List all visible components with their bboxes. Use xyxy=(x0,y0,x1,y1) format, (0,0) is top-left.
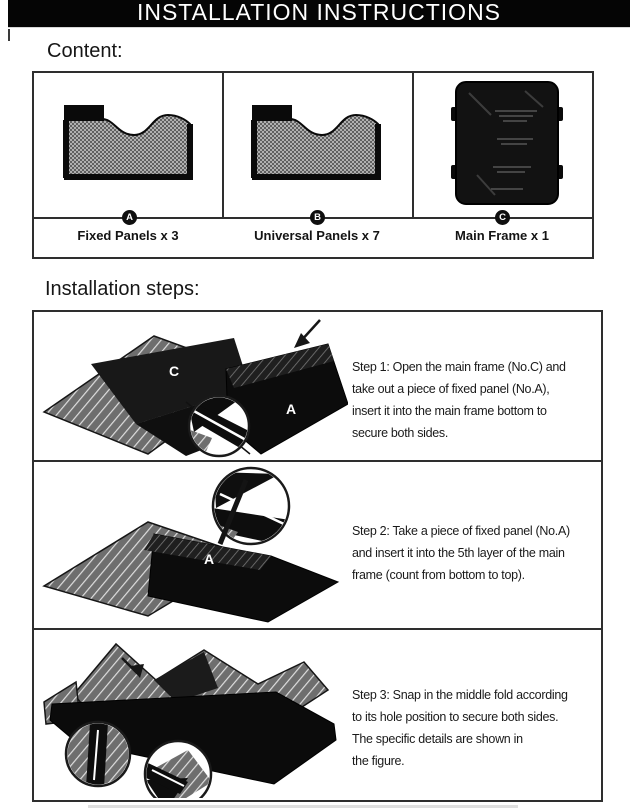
content-divider-2 xyxy=(412,73,414,217)
steps-heading: Installation steps: xyxy=(45,278,200,300)
step-2-row xyxy=(34,460,601,628)
left-margin-tick xyxy=(8,29,10,41)
fixed-panels-label: Fixed Panels x 3 xyxy=(77,228,179,243)
step-1-line: Step 1: Open the main frame (No.C) and xyxy=(352,360,566,374)
figure-label-c: C xyxy=(169,363,180,379)
step-3-figure xyxy=(36,632,348,798)
universal-panel-image xyxy=(246,93,386,185)
header-bar xyxy=(8,0,630,27)
badge-c: C xyxy=(495,210,510,225)
step-1-figure xyxy=(36,314,348,460)
content-divider-1 xyxy=(222,73,224,217)
step-1-line: take out a piece of fixed panel (No.A), xyxy=(352,382,550,396)
main-frame-label: Main Frame x 1 xyxy=(455,228,549,243)
universal-panels-label: Universal Panels x 7 xyxy=(254,228,380,243)
page-title: INSTALLATION INSTRUCTIONS xyxy=(136,0,502,25)
fixed-panel-image xyxy=(58,93,198,185)
step-2-figure xyxy=(36,464,348,626)
badge-b: B xyxy=(310,210,325,225)
step-2-line: frame (count from bottom to top). xyxy=(352,568,525,582)
figure-label-a: A xyxy=(286,401,297,417)
header-shadow xyxy=(8,27,630,28)
step-3-line: to its hole position to secure both sides. xyxy=(352,710,559,724)
step-3-row xyxy=(34,628,601,800)
figure-label-a: A xyxy=(204,551,215,567)
step-3-line: the figure. xyxy=(352,754,405,768)
main-frame-image xyxy=(447,77,567,209)
step-3-text xyxy=(352,684,568,772)
content-heading: Content: xyxy=(47,40,123,62)
step-2-line: Step 2: Take a piece of fixed panel (No.A) xyxy=(352,524,570,538)
step-1-line: insert it into the main frame bottom to xyxy=(352,404,547,418)
step-3-line: The specific details are shown in xyxy=(352,732,523,746)
step-1-text xyxy=(352,356,566,444)
step-2-line: and insert it into the 5th layer of the main xyxy=(352,546,565,560)
step-1-row xyxy=(34,312,601,460)
step-2-text xyxy=(352,520,570,586)
content-panel-box xyxy=(32,71,594,259)
step-1-line: secure both sides. xyxy=(352,426,449,440)
installation-steps-box xyxy=(32,310,603,802)
badge-a: A xyxy=(122,210,137,225)
step-3-line: Step 3: Snap in the middle fold according xyxy=(352,688,568,702)
scan-artifact xyxy=(88,805,518,808)
